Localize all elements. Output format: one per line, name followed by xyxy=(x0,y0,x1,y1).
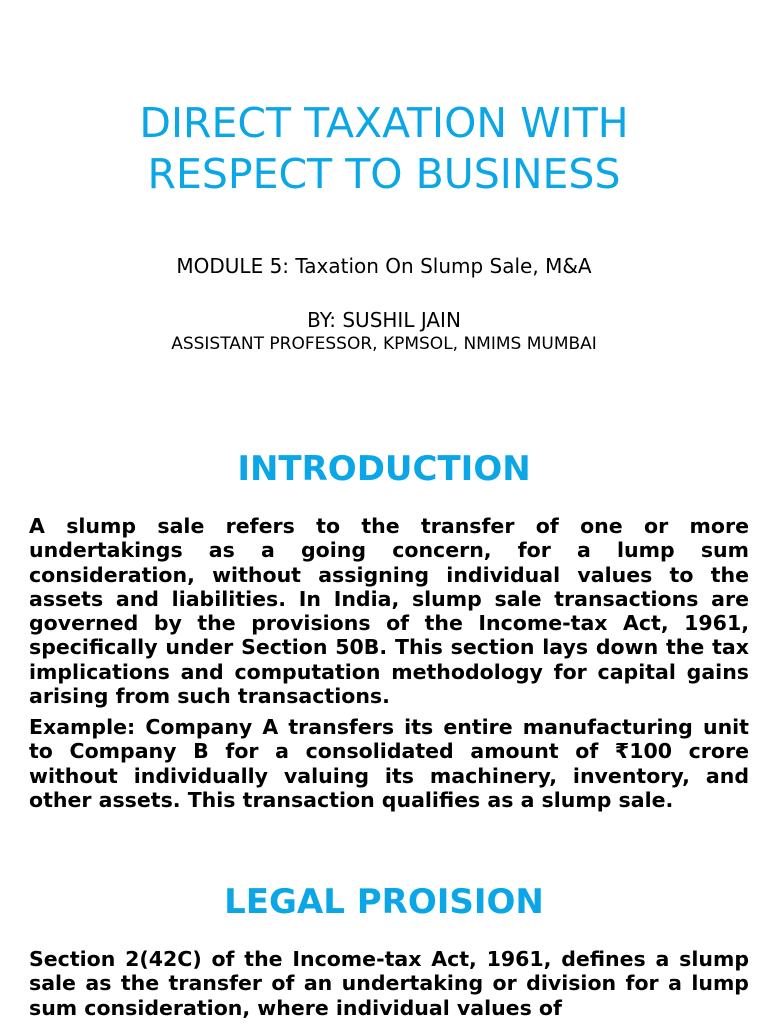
legal-provision-heading: LEGAL PROISION xyxy=(224,882,544,922)
author-name: BY: SUSHIL JAIN xyxy=(307,308,461,332)
module-subtitle: MODULE 5: Taxation On Slump Sale, M&A xyxy=(176,254,592,278)
document-title-line-1: DIRECT TAXATION WITH xyxy=(139,99,629,147)
document-title-line-2: RESPECT TO BUSINESS xyxy=(147,150,621,198)
introduction-heading: INTRODUCTION xyxy=(237,449,531,489)
author-affiliation: ASSISTANT PROFESSOR, KPMSOL, NMIMS MUMBAI xyxy=(171,334,597,354)
legal-provision-paragraph-1: Section 2(42C) of the Income-tax Act, 1961, defines a slump sale as the transfer of an undertaking or division for a lump sum consideration, where individual values of xyxy=(29,947,749,1020)
introduction-paragraph-example: Example: Company A transfers its entire manufacturing unit to Company B for a consolidated amount of ₹100 crore without individually valuing its machinery, inventory, and other assets. This transaction qualifies as a slump sale. xyxy=(29,715,749,812)
introduction-paragraph-1: A slump sale refers to the transfer of one or more undertakings as a going concern, for a lump sum consideration, without assigning individual values to the assets and liabilities. In India, slump sale transactions are governed by the provisions of the Income-tax Act, 1961, specifically under Section 50B. This section lays down the tax implications and computation methodology for capital gains arising from such transactions. xyxy=(29,514,749,709)
